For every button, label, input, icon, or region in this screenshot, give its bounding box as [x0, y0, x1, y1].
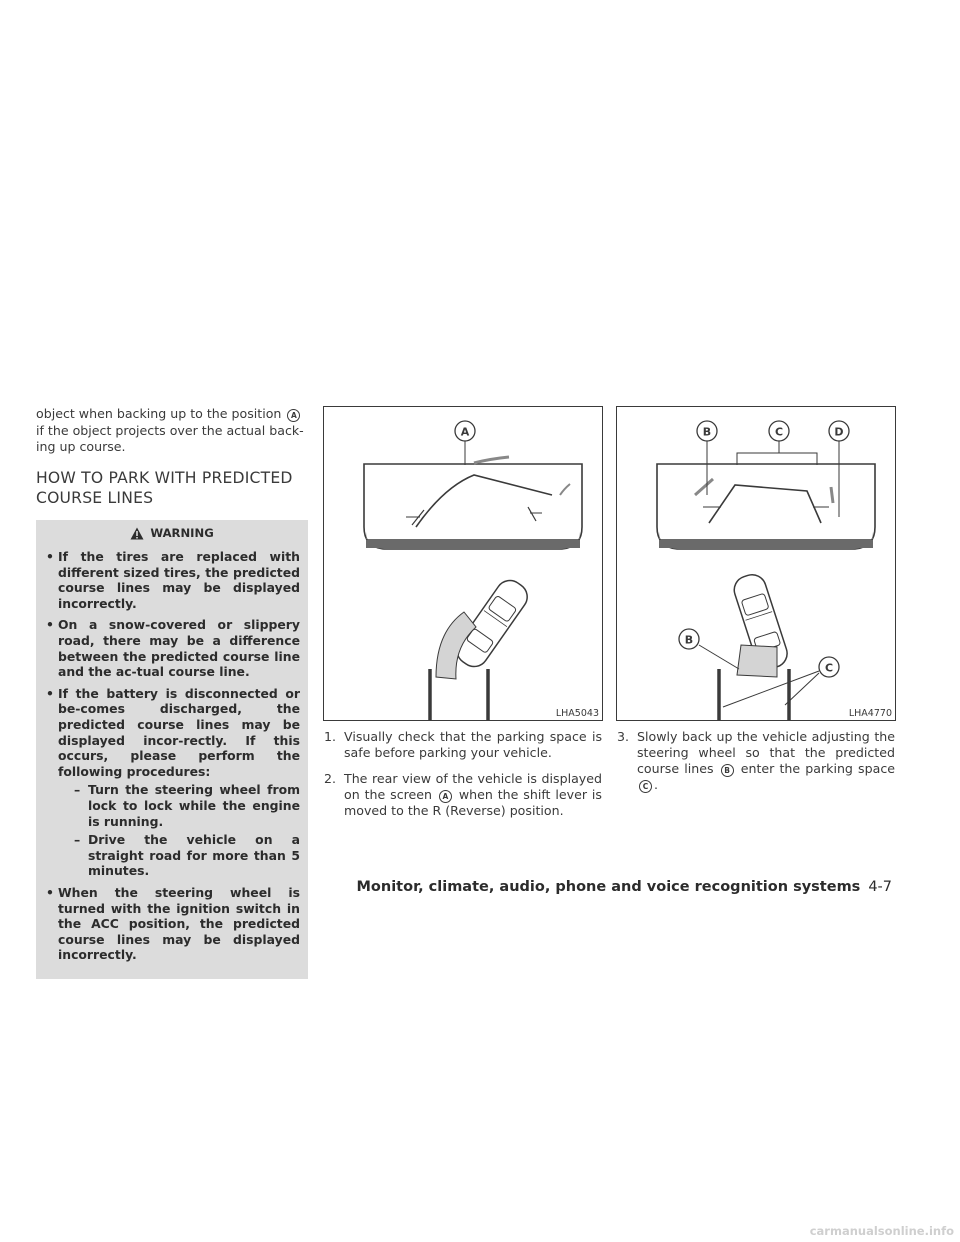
warning-bullet-2: • On a snow-covered or slippery road, there may be a difference between the predicted course line and the ac-tual course line.: [44, 617, 300, 679]
svg-text:A: A: [460, 425, 470, 439]
warning-box: [36, 520, 308, 979]
steps-column-right: [617, 729, 895, 803]
figure-lha4770: [616, 406, 896, 721]
rear-view-illustration-2: [617, 407, 895, 720]
warning-bullet-4: • When the steering wheel is turned with the ignition switch in the ACC position, the predicted course lines may be displayed incorrectly.: [44, 885, 300, 963]
svg-text:C: C: [824, 661, 834, 675]
section-heading: HOW TO PARK WITH PREDICTED COURSE LINES: [36, 468, 293, 507]
svg-text:D: D: [834, 425, 844, 439]
left-column: [36, 406, 308, 979]
footer-section-title: Monitor, climate, audio, phone and voice recognition systems: [356, 879, 861, 895]
watermark: carmanualsonline.info: [809, 1224, 954, 1238]
figure-code: LHA5043: [555, 708, 599, 719]
rear-view-illustration-1: [324, 407, 602, 720]
warning-bullet-1: • If the tires are replaced with different sized tires, the predicted course lines may be displayed incorrectly.: [44, 549, 300, 611]
figure-lha5043: [323, 406, 603, 721]
steps-column-middle: [324, 729, 602, 829]
marker-a: A: [439, 790, 452, 803]
step-1: 1. Visually check that the parking space is safe before parking your vehicle.: [324, 729, 602, 760]
warning-subitem-1: – Turn the steering wheel from lock to lock while the engine is running.: [58, 782, 300, 829]
intro-paragraph: object when backing up to the position A if the object projects over the actual back-ing up course.: [36, 406, 304, 454]
marker-a: A: [287, 409, 300, 422]
svg-text:B: B: [684, 633, 694, 647]
step-2: 2. The rear view of the vehicle is displayed on the screen A when the shift lever is moved to the R (Reverse) position.: [324, 771, 602, 818]
warning-header: [44, 526, 300, 542]
step-3: 3. Slowly back up the vehicle adjusting the steering wheel so that the predicted course lines B enter the parking space C .: [617, 729, 895, 792]
page-footer: [357, 879, 893, 895]
svg-text:C: C: [774, 425, 784, 439]
page-number: 4-7: [868, 879, 892, 895]
warning-bullet-3: • If the battery is disconnected or be-comes discharged, the predicted course lines may be displayed incor-rectly. If this occurs, please perform the following procedures: – Turn the steering wheel from lock to lock while the engine is running. – Drive the vehicle on a straight road for more than 5 minutes.: [44, 686, 300, 879]
warning-subitem-2: – Drive the vehicle on a straight road for more than 5 minutes.: [58, 832, 300, 879]
marker-c: C: [639, 780, 652, 793]
figure-code: LHA4770: [848, 708, 892, 719]
warning-title: WARNING: [150, 525, 214, 540]
marker-b: B: [721, 764, 734, 777]
warning-triangle-icon: [130, 527, 144, 540]
svg-text:B: B: [702, 425, 712, 439]
